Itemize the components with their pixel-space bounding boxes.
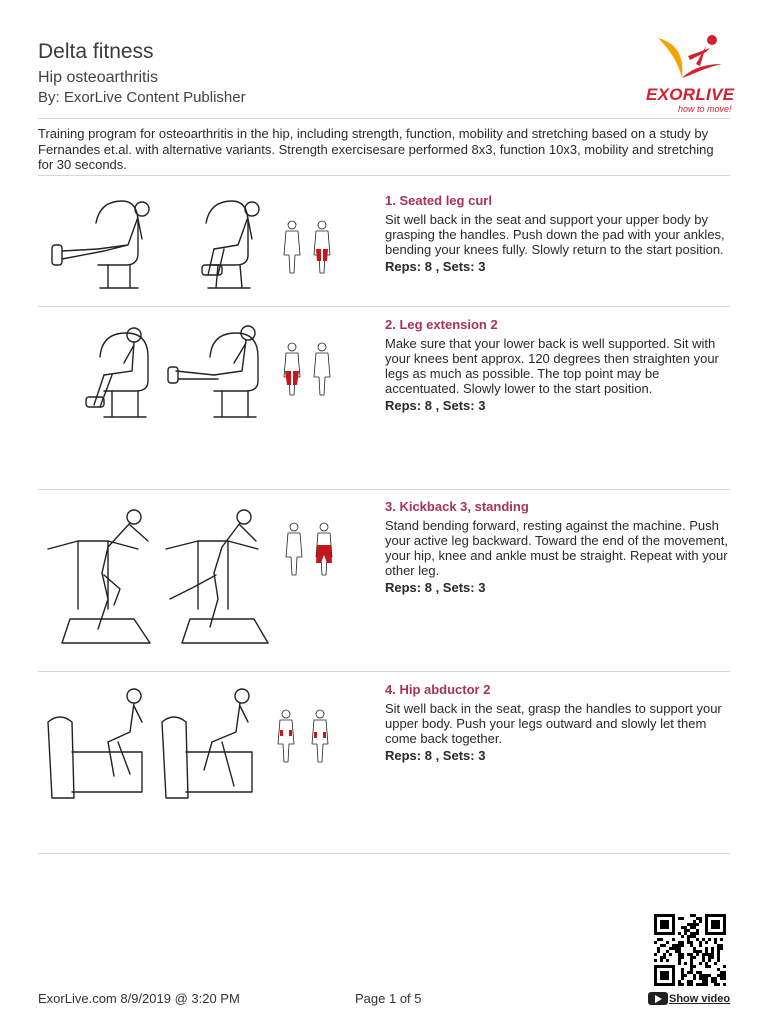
muscle-highlight bbox=[316, 545, 332, 563]
exercise-details bbox=[385, 317, 735, 413]
exercise-item bbox=[38, 499, 730, 669]
show-video-link[interactable] bbox=[648, 992, 730, 1005]
intro-divider bbox=[38, 175, 730, 176]
logo-figure-icon bbox=[640, 30, 740, 90]
exercise-reps: Reps: 8 , Sets: 3 bbox=[385, 398, 486, 413]
document-subtitle: Hip osteoarthritis bbox=[38, 69, 159, 86]
exercise-item bbox=[38, 317, 730, 487]
muscle-highlight bbox=[285, 371, 299, 385]
muscle-highlight bbox=[280, 730, 326, 738]
exercise-item bbox=[38, 193, 730, 303]
logo-tagline: how to move! bbox=[678, 104, 732, 114]
exercise-divider bbox=[38, 489, 730, 490]
exercise-title: 1. Seated leg curl bbox=[385, 193, 492, 208]
qr-code-icon[interactable] bbox=[654, 914, 726, 986]
exercise-details bbox=[385, 193, 735, 274]
exercise-description: Make sure that your lower back is well supported. Sit with your knees bent approx. 120 degrees then straighten your legs as much as possible. The top point may be accentuated. Slowly lower to the start position. bbox=[385, 336, 719, 396]
exercise-reps: Reps: 8 , Sets: 3 bbox=[385, 580, 486, 595]
muscle-highlight bbox=[316, 249, 328, 261]
program-description: Training program for osteoarthritis in the hip, including strength, function, mobility and stretching based on a study by Fernandes et.al. with alternative variants. Strength exercisesare performed 8x3, function 10x3, mobility and stretching for 30 seconds. bbox=[38, 126, 714, 172]
exorlive-logo bbox=[640, 30, 740, 125]
exercise-title: 3. Kickback 3, standing bbox=[385, 499, 529, 514]
exercise-description: Stand bending forward, resting against the machine. Push your active leg backward. Toward the end of the movement, your hip, knee and ankle must be straight. Repeat with your other leg. bbox=[385, 518, 729, 578]
footer-timestamp: ExorLive.com 8/9/2019 @ 3:20 PM bbox=[38, 991, 240, 1006]
header-divider bbox=[38, 118, 730, 119]
page-number: Page 1 of 5 bbox=[355, 991, 422, 1006]
exercise-reps: Reps: 8 , Sets: 3 bbox=[385, 259, 486, 274]
document-header bbox=[38, 40, 738, 120]
exercise-divider bbox=[38, 671, 730, 672]
exercise-reps: Reps: 8 , Sets: 3 bbox=[385, 748, 486, 763]
exercise-item bbox=[38, 682, 730, 852]
show-video-label: Show video bbox=[669, 992, 731, 1005]
exercise-illustration bbox=[38, 499, 368, 649]
exercise-divider bbox=[38, 306, 730, 307]
exercise-title: 2. Leg extension 2 bbox=[385, 317, 498, 332]
exercise-title: 4. Hip abductor 2 bbox=[385, 682, 491, 697]
exercise-details bbox=[385, 499, 735, 595]
exercise-details bbox=[385, 682, 735, 763]
exercise-illustration bbox=[38, 682, 368, 832]
play-icon bbox=[648, 992, 668, 1005]
document-author: By: ExorLive Content Publisher bbox=[38, 89, 246, 106]
logo-wordmark: EXORLIVE bbox=[646, 85, 735, 104]
exercise-description: Sit well back in the seat and support your upper body by grasping the handles. Push down the pad with your ankles, bending your knees fully. Slowly return to the start position. bbox=[385, 212, 725, 257]
document-title: Delta fitness bbox=[38, 40, 154, 63]
exercise-illustration bbox=[38, 317, 368, 467]
exercise-description: Sit well back in the seat, grasp the handles to support your upper body. Push your legs outward and slowly let them come back together. bbox=[385, 701, 722, 746]
exercise-divider bbox=[38, 853, 730, 854]
